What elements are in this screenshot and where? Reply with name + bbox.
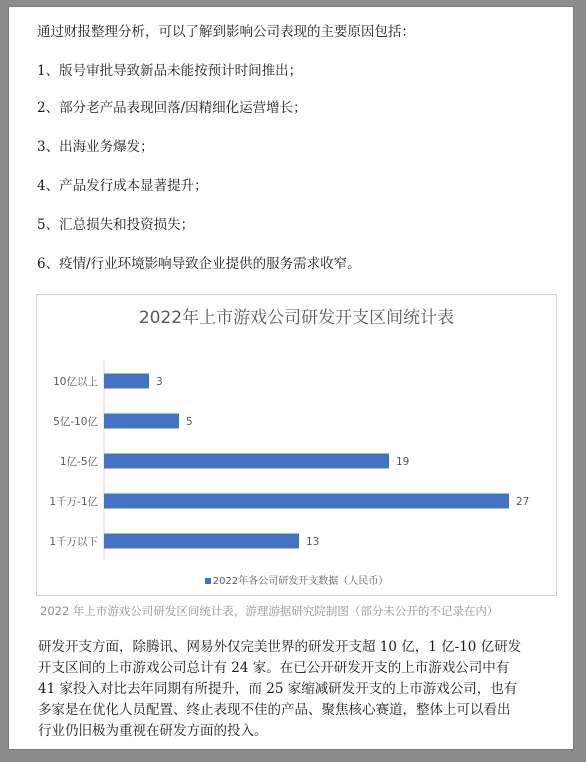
- data-label: 5: [186, 416, 193, 428]
- chart-title: 2022年上市游戏公司研发开支区间统计表: [138, 308, 455, 328]
- body-paragraph: [38, 637, 552, 742]
- category-label: 5亿-10亿: [53, 416, 98, 428]
- bar: [104, 454, 389, 469]
- figure-caption: 2022 年上市游戏公司研发区间统计表，游理游据研究院制图（部分未公开的不记录在内）: [40, 604, 499, 618]
- body-line: 开支区间的上市游戏公司总计有 24 家。在已公开研发开支的上市游戏公司中有: [38, 660, 510, 676]
- intro-text: 通过财报整理分析，可以了解到影响公司表现的主要原因包括：: [37, 24, 415, 40]
- bar: [104, 534, 299, 549]
- reason-item-6: 6、疫情/行业环境影响导致企业提供的服务需求收窄。: [37, 256, 361, 272]
- data-label: 27: [516, 496, 530, 508]
- legend-label: 2022年各公司研发开支数据（人民币）: [212, 576, 389, 587]
- bar: [104, 494, 509, 509]
- document-page: [8, 6, 574, 750]
- reason-item-1: 1、版号审批导致新品未能按预计时间推出；: [37, 63, 303, 79]
- body-line: 行业仍旧极为重视在研发方面的投入。: [38, 723, 268, 739]
- category-label: 1千万以下: [49, 536, 98, 548]
- data-label: 19: [396, 456, 410, 468]
- legend-swatch: [205, 578, 211, 584]
- bar: [104, 374, 149, 389]
- reason-item-2: 2、部分老产品表现回落/因精细化运营增长；: [37, 100, 307, 116]
- chart-legend: [37, 572, 556, 587]
- bar-chart: [37, 295, 556, 565]
- body-line: 多家是在优化人员配置、终止表现不佳的产品、聚焦核心赛道，整体上可以看出: [38, 702, 511, 718]
- reason-item-3: 3、出海业务爆发；: [37, 139, 154, 155]
- reason-item-5: 5、汇总损失和投资损失；: [37, 217, 195, 233]
- body-line: 41 家投入对比去年同期有所提升，而 25 家缩减研发开支的上市游戏公司，也有: [38, 681, 518, 697]
- body-line: 研发开支方面，除腾讯、网易外仅完美世界的研发开支超 10 亿，1 亿-10 亿研发: [38, 639, 522, 655]
- bar: [104, 414, 179, 429]
- data-label: 13: [306, 536, 320, 548]
- category-label: 1千万-1亿: [49, 496, 98, 508]
- chart-container: [36, 294, 557, 596]
- category-label: 1亿-5亿: [59, 456, 98, 468]
- category-label: 10亿以上: [53, 376, 98, 388]
- reason-item-4: 4、产品发行成本显著提升；: [37, 178, 208, 194]
- data-label: 3: [156, 376, 163, 388]
